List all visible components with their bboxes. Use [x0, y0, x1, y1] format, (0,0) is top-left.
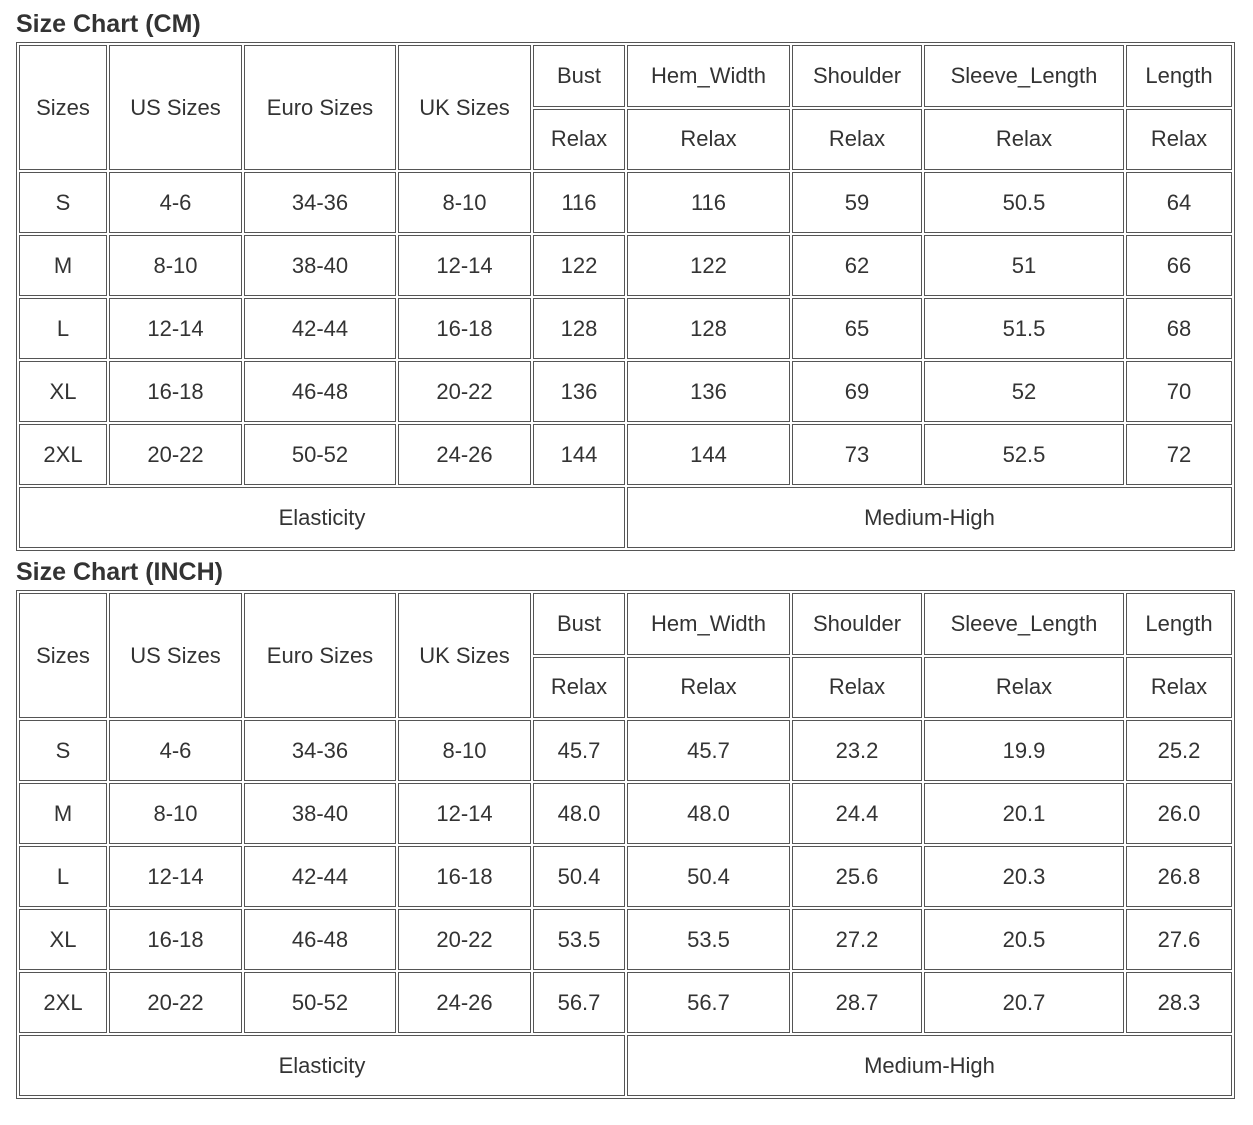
cell-length: 64 [1126, 172, 1232, 233]
cell-length: 27.6 [1126, 909, 1232, 970]
cell-sleeve-length: 50.5 [924, 172, 1124, 233]
cell-shoulder: 24.4 [792, 783, 922, 844]
cell-euro-size: 50-52 [244, 424, 396, 485]
footer-row [19, 487, 1232, 548]
cell-bust: 122 [533, 235, 625, 296]
cell-us-size: 12-14 [109, 298, 242, 359]
cell-us-size: 4-6 [109, 172, 242, 233]
table-row [19, 298, 1232, 359]
cell-sleeve-length: 20.5 [924, 909, 1124, 970]
table-row [19, 720, 1232, 781]
cell-hem-width: 128 [627, 298, 790, 359]
subheader-relax: Relax [924, 657, 1124, 719]
cell-shoulder: 69 [792, 361, 922, 422]
cell-bust: 50.4 [533, 846, 625, 907]
cell-length: 26.8 [1126, 846, 1232, 907]
header-sizes: Sizes [19, 45, 107, 170]
cell-bust: 144 [533, 424, 625, 485]
subheader-relax: Relax [627, 109, 790, 171]
cell-us-size: 16-18 [109, 909, 242, 970]
subheader-relax: Relax [792, 109, 922, 171]
cell-length: 66 [1126, 235, 1232, 296]
cell-euro-size: 38-40 [244, 235, 396, 296]
cell-us-size: 20-22 [109, 972, 242, 1033]
cell-size: S [19, 172, 107, 233]
header-euro-sizes: Euro Sizes [244, 45, 396, 170]
cell-us-size: 16-18 [109, 361, 242, 422]
cell-uk-size: 24-26 [398, 972, 531, 1033]
header-bust: Bust [533, 593, 625, 655]
cell-hem-width: 144 [627, 424, 790, 485]
cell-shoulder: 65 [792, 298, 922, 359]
header-hem-width: Hem_Width [627, 45, 790, 107]
header-bust: Bust [533, 45, 625, 107]
elasticity-value: Medium-High [627, 1035, 1232, 1096]
cell-euro-size: 42-44 [244, 298, 396, 359]
cell-us-size: 12-14 [109, 846, 242, 907]
subheader-relax: Relax [627, 657, 790, 719]
cell-us-size: 8-10 [109, 783, 242, 844]
table-row [19, 235, 1232, 296]
header-euro-sizes: Euro Sizes [244, 593, 396, 718]
cell-bust: 48.0 [533, 783, 625, 844]
subheader-relax: Relax [1126, 109, 1232, 171]
size-table-inch [16, 590, 1235, 1099]
cell-shoulder: 62 [792, 235, 922, 296]
subheader-relax: Relax [924, 109, 1124, 171]
cell-bust: 116 [533, 172, 625, 233]
cell-sleeve-length: 51.5 [924, 298, 1124, 359]
cell-length: 25.2 [1126, 720, 1232, 781]
cell-hem-width: 53.5 [627, 909, 790, 970]
header-sizes: Sizes [19, 593, 107, 718]
cell-uk-size: 20-22 [398, 361, 531, 422]
cell-length: 28.3 [1126, 972, 1232, 1033]
header-sleeve-length: Sleeve_Length [924, 593, 1124, 655]
size-table-cm [16, 42, 1235, 551]
cell-sleeve-length: 20.3 [924, 846, 1124, 907]
cell-size: L [19, 298, 107, 359]
cell-uk-size: 16-18 [398, 846, 531, 907]
header-length: Length [1126, 593, 1232, 655]
subheader-relax: Relax [792, 657, 922, 719]
cell-sleeve-length: 20.7 [924, 972, 1124, 1033]
cell-sleeve-length: 51 [924, 235, 1124, 296]
cell-us-size: 4-6 [109, 720, 242, 781]
cell-shoulder: 59 [792, 172, 922, 233]
cell-hem-width: 48.0 [627, 783, 790, 844]
cell-bust: 45.7 [533, 720, 625, 781]
cell-size: S [19, 720, 107, 781]
footer-row [19, 1035, 1232, 1096]
cell-bust: 53.5 [533, 909, 625, 970]
cell-us-size: 8-10 [109, 235, 242, 296]
cell-uk-size: 20-22 [398, 909, 531, 970]
table-row [19, 909, 1232, 970]
header-row [19, 45, 1232, 107]
cell-length: 72 [1126, 424, 1232, 485]
cell-size: XL [19, 909, 107, 970]
cell-hem-width: 45.7 [627, 720, 790, 781]
chart-title-inch: Size Chart (INCH) [16, 558, 223, 586]
header-shoulder: Shoulder [792, 593, 922, 655]
cell-hem-width: 136 [627, 361, 790, 422]
cell-hem-width: 56.7 [627, 972, 790, 1033]
elasticity-label: Elasticity [19, 1035, 625, 1096]
elasticity-value: Medium-High [627, 487, 1232, 548]
cell-us-size: 20-22 [109, 424, 242, 485]
cell-euro-size: 50-52 [244, 972, 396, 1033]
cell-size: M [19, 783, 107, 844]
cell-sleeve-length: 52 [924, 361, 1124, 422]
cell-euro-size: 46-48 [244, 361, 396, 422]
cell-sleeve-length: 52.5 [924, 424, 1124, 485]
cell-size: 2XL [19, 972, 107, 1033]
table-row [19, 361, 1232, 422]
cell-size: L [19, 846, 107, 907]
header-us-sizes: US Sizes [109, 593, 242, 718]
cell-uk-size: 16-18 [398, 298, 531, 359]
cell-sleeve-length: 19.9 [924, 720, 1124, 781]
cell-size: 2XL [19, 424, 107, 485]
header-us-sizes: US Sizes [109, 45, 242, 170]
cell-hem-width: 50.4 [627, 846, 790, 907]
table-row [19, 846, 1232, 907]
cell-hem-width: 122 [627, 235, 790, 296]
cell-bust: 128 [533, 298, 625, 359]
table-row [19, 972, 1232, 1033]
cell-sleeve-length: 20.1 [924, 783, 1124, 844]
cell-euro-size: 34-36 [244, 720, 396, 781]
header-shoulder: Shoulder [792, 45, 922, 107]
subheader-relax: Relax [1126, 657, 1232, 719]
cell-length: 26.0 [1126, 783, 1232, 844]
header-uk-sizes: UK Sizes [398, 593, 531, 718]
header-length: Length [1126, 45, 1232, 107]
cell-hem-width: 116 [627, 172, 790, 233]
cell-euro-size: 34-36 [244, 172, 396, 233]
cell-uk-size: 8-10 [398, 172, 531, 233]
cell-uk-size: 12-14 [398, 235, 531, 296]
header-uk-sizes: UK Sizes [398, 45, 531, 170]
header-hem-width: Hem_Width [627, 593, 790, 655]
cell-euro-size: 46-48 [244, 909, 396, 970]
table-row [19, 783, 1232, 844]
header-sleeve-length: Sleeve_Length [924, 45, 1124, 107]
cell-shoulder: 27.2 [792, 909, 922, 970]
cell-shoulder: 23.2 [792, 720, 922, 781]
cell-bust: 56.7 [533, 972, 625, 1033]
cell-size: XL [19, 361, 107, 422]
cell-uk-size: 8-10 [398, 720, 531, 781]
cell-euro-size: 42-44 [244, 846, 396, 907]
cell-shoulder: 73 [792, 424, 922, 485]
cell-bust: 136 [533, 361, 625, 422]
cell-shoulder: 28.7 [792, 972, 922, 1033]
cell-length: 70 [1126, 361, 1232, 422]
chart-title-cm: Size Chart (CM) [16, 10, 201, 38]
subheader-relax: Relax [533, 657, 625, 719]
cell-size: M [19, 235, 107, 296]
cell-euro-size: 38-40 [244, 783, 396, 844]
header-row [19, 593, 1232, 655]
subheader-relax: Relax [533, 109, 625, 171]
cell-shoulder: 25.6 [792, 846, 922, 907]
table-row [19, 172, 1232, 233]
cell-length: 68 [1126, 298, 1232, 359]
cell-uk-size: 24-26 [398, 424, 531, 485]
cell-uk-size: 12-14 [398, 783, 531, 844]
elasticity-label: Elasticity [19, 487, 625, 548]
table-row [19, 424, 1232, 485]
